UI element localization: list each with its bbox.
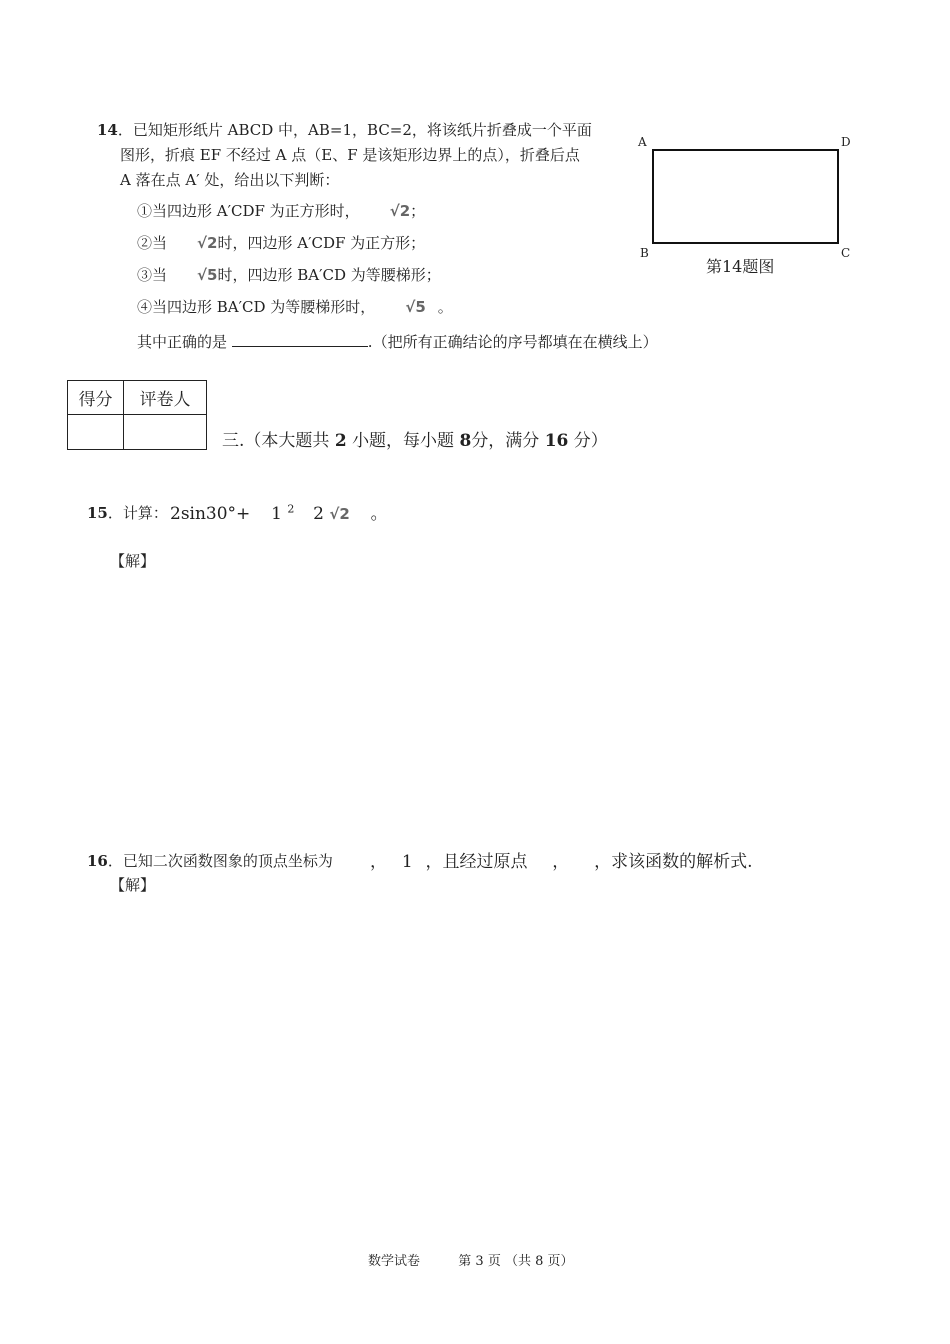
- q16-answer-label: 【解】: [110, 876, 156, 894]
- sqrt-2-icon: √2: [197, 234, 218, 252]
- q14-number: 14: [97, 121, 118, 139]
- q14-answer-line: 其中正确的是 .（把所有正确结论的序号都填在在横线上）: [137, 333, 658, 351]
- q14-judgment-4: ④当四边形 BA′CD 为等腰梯形时， √5 。: [137, 298, 453, 316]
- q14-line1: [97, 119, 592, 140]
- q14-answer-blank[interactable]: [232, 331, 368, 347]
- corner-label-b: B: [640, 246, 649, 260]
- q14-line2: 图形，折痕 EF 不经过 A 点（E、F 是该矩形边界上的点），折叠后点: [120, 146, 580, 164]
- sqrt-5-icon: √5: [197, 266, 218, 284]
- corner-label-a: A: [638, 135, 647, 149]
- q15-answer-label: 【解】: [110, 552, 156, 570]
- score-cell[interactable]: [68, 415, 124, 450]
- q14-judgment-1: ①当四边形 A′CDF 为正方形时， √2；: [137, 202, 426, 220]
- corner-label-c: C: [841, 246, 851, 260]
- q16-answer-area[interactable]: [110, 900, 810, 1220]
- q15-number: 15: [87, 504, 108, 522]
- score-table: [67, 380, 207, 450]
- q16-expression: ， 1 ，且经过原点 ， ，求该函数的解析式.: [370, 852, 753, 872]
- rectangle-abcd: [652, 149, 839, 244]
- q14-line1-text: ．已知矩形纸片 ABCD 中，AB=1，BC=2，将该纸片折叠成一个平面: [117, 121, 592, 139]
- q16-number: 16: [87, 852, 108, 870]
- grader-cell[interactable]: [124, 415, 207, 450]
- sqrt-2-icon: √2: [329, 505, 350, 523]
- q15-line: 15．计算：: [87, 504, 168, 522]
- q15-answer-area[interactable]: [110, 575, 810, 830]
- sqrt-2-icon: √2: [389, 202, 411, 220]
- q14-judgment-2: ②当 √2时，四边形 A′CDF 为正方形；: [137, 234, 426, 252]
- score-header: 得分: [68, 381, 124, 415]
- sqrt-5-icon: √5: [405, 298, 426, 316]
- q14-line3: A 落在点 A′ 处，给出以下判断：: [120, 171, 340, 189]
- q15-expression: 2sin30°+ 1 $^2$ 2 √2 。: [170, 502, 388, 524]
- q14-judgment-3: ③当 √5时，四边形 BA′CD 为等腰梯形；: [137, 266, 441, 284]
- q16-line: 16．已知二次函数图象的顶点坐标为: [87, 852, 333, 870]
- footer-page: 第 3 页 （共 8 页）: [458, 1254, 574, 1269]
- footer: [368, 1250, 574, 1269]
- figure-caption: 第14题图: [706, 257, 775, 276]
- section-3-heading: 三.（本大题共 2 小题，每小题 8分，满分 16 分）: [222, 431, 608, 451]
- footer-subject: 数学试卷: [368, 1254, 421, 1269]
- grader-header: 评卷人: [124, 381, 207, 415]
- corner-label-d: D: [841, 135, 851, 149]
